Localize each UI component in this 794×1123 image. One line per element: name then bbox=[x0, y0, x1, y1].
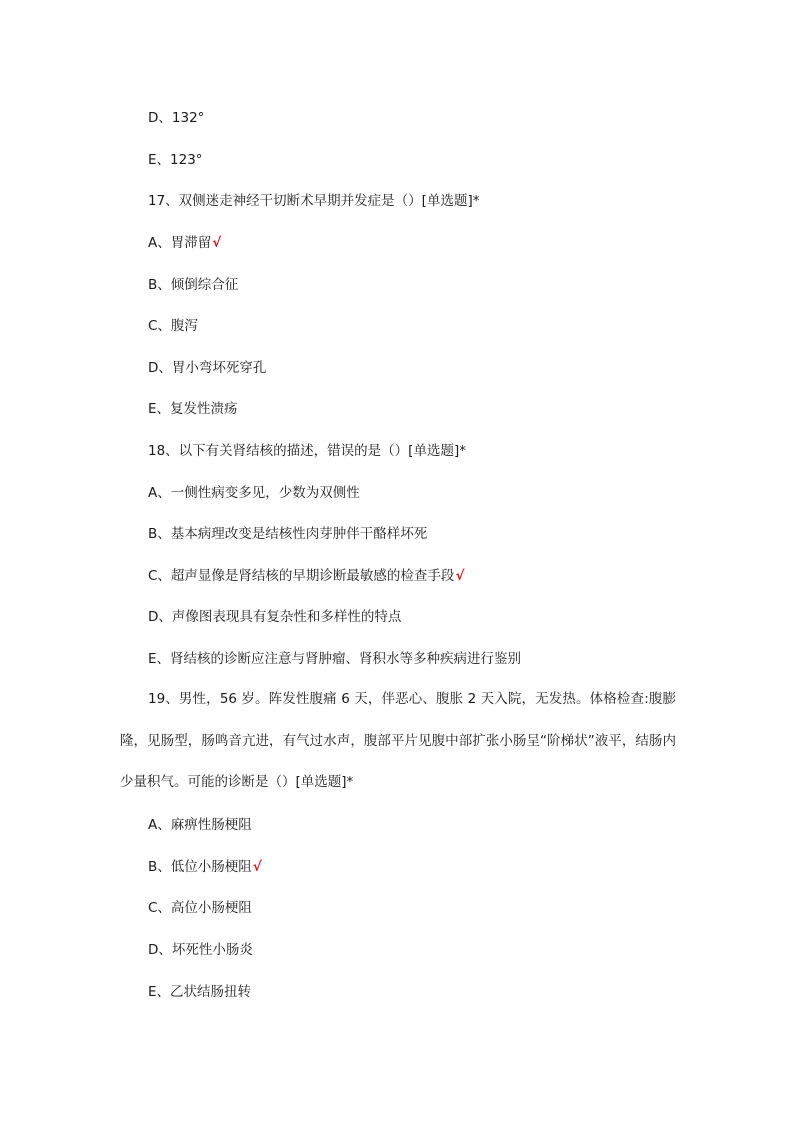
option-d-q17: D、胃小弯坏死穿孔 bbox=[148, 360, 267, 376]
option-c-q17: C、腹泻 bbox=[148, 318, 198, 334]
correct-check-icon: √ bbox=[252, 859, 262, 875]
option-d-q19: D、坏死性小肠炎 bbox=[148, 942, 253, 958]
option-e-q17: E、复发性溃疡 bbox=[148, 401, 238, 417]
option-b-q19: B、低位小肠梗阻√ bbox=[148, 859, 262, 875]
option-a-q19: A、麻痹性肠梗阻 bbox=[148, 817, 252, 833]
question-17: 17、双侧迷走神经干切断术早期并发症是（）[单选题]* bbox=[148, 193, 480, 209]
question-19: 19、男性，56 岁。阵发性腹痛 6 天，伴恶心、腹胀 2 天入院，无发热。体格检查:腹膨隆，见肠型，肠鸣音亢进，有气过水声，腹部平片见腹中部扩张小肠呈“阶梯状”液平，结肠内少量积气。可能的诊断是（）[单选题]* bbox=[120, 691, 676, 790]
option-d-q16: D、132° bbox=[148, 110, 205, 126]
option-a-q18: A、一侧性病变多见，少数为双侧性 bbox=[148, 485, 360, 501]
option-e-q19: E、乙状结肠扭转 bbox=[148, 984, 252, 1000]
option-b-q17: B、倾倒综合征 bbox=[148, 277, 239, 293]
option-c-q18: C、超声显像是肾结核的早期诊断最敏感的检查手段√ bbox=[148, 568, 465, 584]
option-d-q18: D、声像图表现具有复杂性和多样性的特点 bbox=[148, 609, 402, 625]
correct-check-icon: √ bbox=[212, 235, 222, 251]
question-18: 18、以下有关肾结核的描述，错误的是（）[单选题]* bbox=[148, 443, 466, 459]
option-c-q19: C、高位小肠梗阻 bbox=[148, 900, 252, 916]
correct-check-icon: √ bbox=[455, 568, 465, 584]
option-a-q17: A、胃滞留√ bbox=[148, 235, 222, 251]
option-e-q18: E、肾结核的诊断应注意与肾肿瘤、肾积水等多种疾病进行鉴别 bbox=[148, 651, 522, 667]
option-e-q16: E、123° bbox=[148, 152, 203, 168]
option-b-q18: B、基本病理改变是结核性肉芽肿伴干酪样坏死 bbox=[148, 526, 428, 542]
